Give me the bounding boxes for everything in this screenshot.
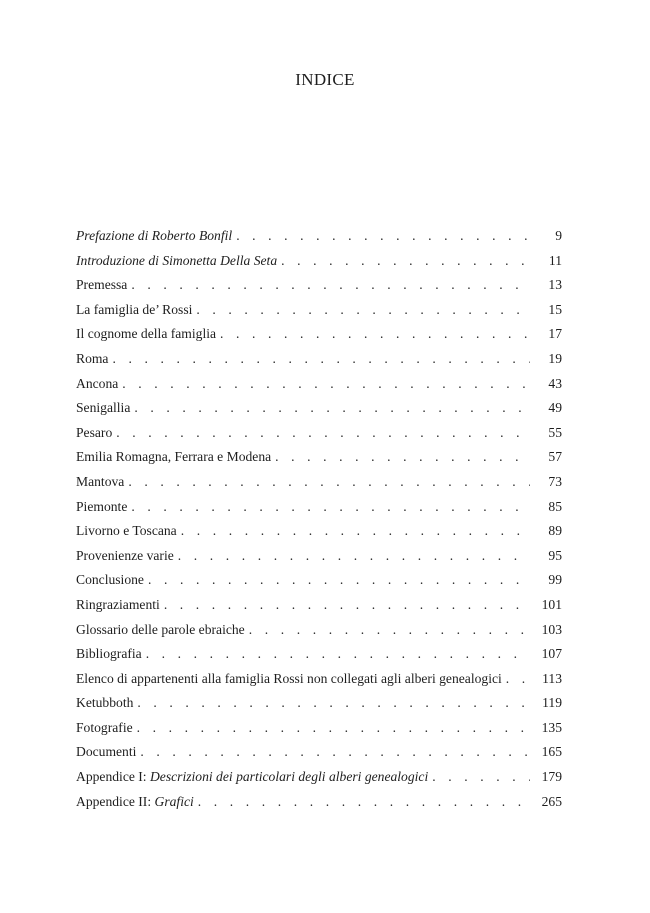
toc-entry-page-number: 103 bbox=[541, 621, 562, 637]
toc-entry-title bbox=[76, 470, 128, 495]
toc-dot-leader bbox=[148, 568, 530, 593]
toc-entry-page-number: 85 bbox=[548, 498, 562, 514]
toc-entry-title bbox=[76, 249, 281, 274]
toc-entry-title bbox=[76, 421, 116, 446]
toc-entry-title-text: Grafici bbox=[154, 793, 194, 809]
toc-entry-title-text: Ancona bbox=[76, 375, 119, 391]
toc-entry-page-number: 165 bbox=[541, 744, 562, 760]
toc-entry-page-number: 101 bbox=[541, 596, 562, 612]
toc-dot-leader bbox=[116, 421, 530, 446]
toc-entry-title bbox=[76, 224, 236, 249]
toc-dot-leader bbox=[196, 298, 530, 323]
toc-entry-title bbox=[76, 273, 131, 298]
page-title: INDICE bbox=[295, 70, 355, 89]
toc-entry-title bbox=[76, 495, 131, 520]
toc-entry-title bbox=[76, 765, 432, 790]
toc-entry-title bbox=[76, 568, 148, 593]
toc-entry[interactable] bbox=[76, 716, 562, 741]
toc-dot-leader bbox=[181, 519, 530, 544]
toc-entry-page-number: 135 bbox=[541, 719, 562, 735]
toc-dot-leader bbox=[164, 593, 530, 618]
toc-entry-title-text: Livorno e Toscana bbox=[76, 523, 177, 539]
toc-entry-title-text: Documenti bbox=[76, 744, 137, 760]
toc-entry-title-text: Piemonte bbox=[76, 498, 128, 514]
toc-entry[interactable] bbox=[76, 642, 562, 667]
toc-entry-title-text: Provenienze varie bbox=[76, 547, 174, 563]
toc-entry-page-number: 49 bbox=[548, 400, 562, 416]
toc-entry[interactable] bbox=[76, 765, 562, 790]
toc-entry-page-number: 13 bbox=[548, 277, 562, 293]
toc-entry-title bbox=[76, 667, 506, 692]
toc-dot-leader bbox=[140, 740, 530, 765]
toc-entry[interactable] bbox=[76, 568, 562, 593]
toc-dot-leader bbox=[275, 445, 530, 470]
table-of-contents bbox=[76, 224, 562, 814]
toc-entry-title-text: Il cognome della famiglia bbox=[76, 326, 217, 342]
toc-dot-leader bbox=[137, 716, 530, 741]
toc-dot-leader bbox=[220, 322, 530, 347]
toc-entry-title-text: Glossario delle parole ebraiche bbox=[76, 621, 245, 637]
toc-entry-page-number: 19 bbox=[548, 350, 562, 366]
toc-entry-title bbox=[76, 642, 146, 667]
toc-entry[interactable] bbox=[76, 421, 562, 446]
toc-entry[interactable] bbox=[76, 273, 562, 298]
toc-entry-prefix: Appendice II: bbox=[76, 793, 155, 809]
toc-entry-title-text: Descrizioni dei particolari degli alberi genealogici bbox=[149, 769, 429, 785]
toc-entry-title bbox=[76, 322, 220, 347]
toc-dot-leader bbox=[112, 347, 530, 372]
toc-entry-title bbox=[76, 519, 181, 544]
toc-entry[interactable] bbox=[76, 322, 562, 347]
toc-entry-title bbox=[76, 593, 164, 618]
toc-entry-title bbox=[76, 372, 122, 397]
toc-entry-page-number: 99 bbox=[548, 572, 562, 588]
toc-entry-title-text: Premessa bbox=[76, 277, 128, 293]
toc-entry-page-number: 43 bbox=[548, 375, 562, 391]
toc-dot-leader bbox=[131, 273, 530, 298]
toc-entry[interactable] bbox=[76, 519, 562, 544]
toc-entry-title-text: Conclusione bbox=[76, 572, 144, 588]
toc-entry-title-text: Emilia Romagna, Ferrara e Modena bbox=[76, 449, 272, 465]
toc-entry-title-text: Roma bbox=[76, 350, 109, 366]
toc-entry[interactable] bbox=[76, 249, 562, 274]
toc-dot-leader bbox=[432, 765, 530, 790]
toc-entry-page-number: 73 bbox=[548, 473, 562, 489]
toc-dot-leader bbox=[506, 667, 530, 692]
toc-entry-prefix: Appendice I: bbox=[76, 769, 150, 785]
toc-entry[interactable] bbox=[76, 470, 562, 495]
toc-entry-title-text: Introduzione di Simonetta Della Seta bbox=[76, 252, 278, 268]
toc-entry[interactable] bbox=[76, 396, 562, 421]
toc-entry-page-number: 113 bbox=[542, 670, 562, 686]
toc-dot-leader bbox=[131, 495, 530, 520]
toc-entry-title bbox=[76, 347, 112, 372]
toc-entry-title bbox=[76, 396, 134, 421]
toc-dot-leader bbox=[236, 224, 530, 249]
toc-entry-page-number: 107 bbox=[541, 646, 562, 662]
toc-entry-title-text: Prefazione di Roberto Bonfil bbox=[76, 228, 233, 243]
toc-entry-page-number: 89 bbox=[548, 523, 562, 539]
toc-entry-title-text: La famiglia de’ Rossi bbox=[76, 301, 193, 317]
toc-dot-leader bbox=[249, 618, 530, 643]
toc-entry-title-text: Ringraziamenti bbox=[76, 596, 160, 612]
toc-entry[interactable] bbox=[76, 618, 562, 643]
toc-entry-title-text: Ketubboth bbox=[76, 695, 134, 711]
toc-entry-page-number: 57 bbox=[548, 449, 562, 465]
toc-entry[interactable] bbox=[76, 372, 562, 397]
toc-entry[interactable] bbox=[76, 495, 562, 520]
toc-entry[interactable] bbox=[76, 691, 562, 716]
toc-entry-page-number: 9 bbox=[555, 228, 562, 243]
toc-dot-leader bbox=[178, 544, 530, 569]
toc-entry-title-text: Fotografie bbox=[76, 719, 133, 735]
toc-entry-title bbox=[76, 790, 198, 815]
toc-entry-title-text: Elenco di appartenenti alla famiglia Rossi non collegati agli alberi genealogici bbox=[76, 670, 502, 686]
toc-dot-leader bbox=[134, 396, 530, 421]
toc-entry-title bbox=[76, 691, 137, 716]
toc-entry[interactable] bbox=[76, 298, 562, 323]
toc-entry-title bbox=[76, 544, 178, 569]
toc-entry[interactable] bbox=[76, 445, 562, 470]
toc-entry-page-number: 95 bbox=[548, 547, 562, 563]
toc-dot-leader bbox=[128, 470, 530, 495]
toc-entry-page-number: 11 bbox=[548, 252, 562, 268]
toc-entry-title bbox=[76, 716, 137, 741]
toc-entry-page-number: 119 bbox=[542, 695, 562, 711]
toc-entry-title-text: Senigallia bbox=[76, 400, 131, 416]
toc-entry-page-number: 55 bbox=[548, 424, 562, 440]
toc-entry[interactable] bbox=[76, 544, 562, 569]
toc-entry[interactable] bbox=[76, 593, 562, 618]
toc-entry-page-number: 265 bbox=[541, 793, 562, 809]
toc-entry-page-number: 15 bbox=[548, 301, 562, 317]
toc-entry-page-number: 17 bbox=[548, 326, 562, 342]
toc-entry-title bbox=[76, 298, 196, 323]
toc-entry[interactable] bbox=[76, 224, 562, 249]
toc-dot-leader bbox=[198, 790, 530, 815]
toc-entry-title-text: Mantova bbox=[76, 473, 125, 489]
toc-entry[interactable] bbox=[76, 740, 562, 765]
toc-entry[interactable] bbox=[76, 790, 562, 815]
toc-entry-title-text: Bibliografia bbox=[76, 646, 142, 662]
toc-entry[interactable] bbox=[76, 347, 562, 372]
toc-entry-page-number: 179 bbox=[541, 769, 562, 785]
toc-entry[interactable] bbox=[76, 667, 562, 692]
toc-entry-title-text: Pesaro bbox=[76, 424, 113, 440]
toc-dot-leader bbox=[281, 249, 530, 274]
toc-dot-leader bbox=[122, 372, 530, 397]
toc-entry-title bbox=[76, 618, 249, 643]
toc-dot-leader bbox=[146, 642, 530, 667]
toc-entry-title bbox=[76, 740, 140, 765]
toc-entry-title bbox=[76, 445, 275, 470]
toc-dot-leader bbox=[137, 691, 530, 716]
